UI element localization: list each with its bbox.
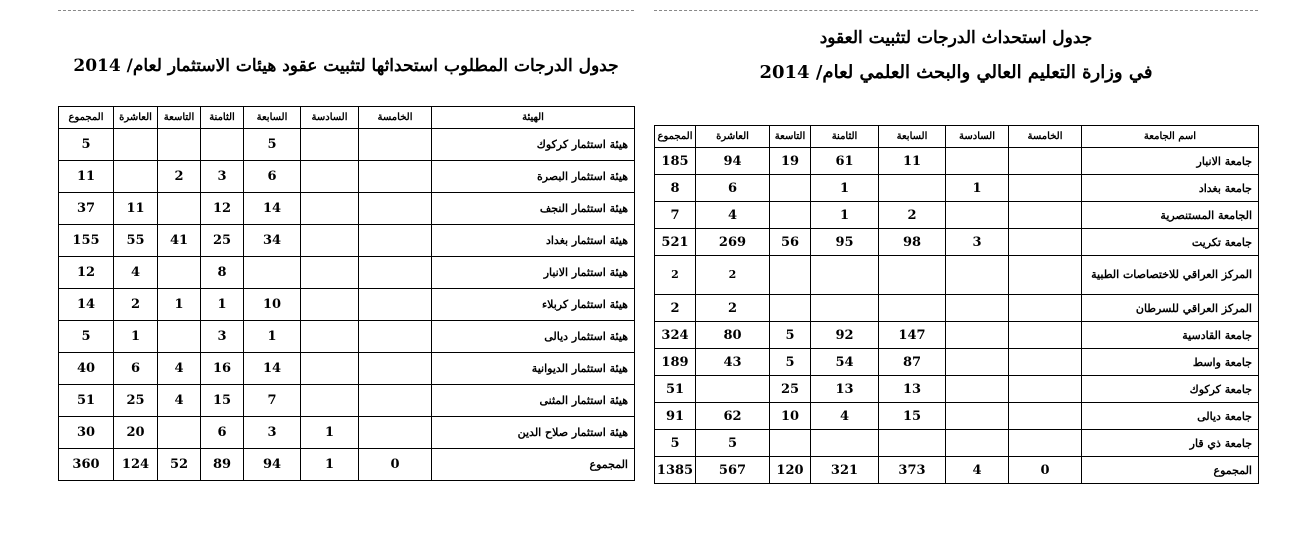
right-table-cell: 373: [879, 457, 946, 484]
right-table-cell: 5: [655, 430, 696, 457]
left-table-cell: [114, 129, 158, 161]
left-table-row: [59, 225, 635, 257]
left-table-cell: [359, 321, 432, 353]
left-header-cell: المجموع: [59, 107, 114, 129]
right-table-cell: 13: [879, 376, 946, 403]
left-table-cell: [301, 225, 359, 257]
right-table-cell: 567: [696, 457, 770, 484]
left-row-name: هيئة استثمار بغداد: [432, 225, 635, 257]
right-table-cell: 2: [655, 256, 696, 295]
left-table-cell: 10: [244, 289, 301, 321]
left-table-cell: [158, 417, 201, 449]
left-table-row: [59, 385, 635, 417]
left-header-cell: الخامسة: [359, 107, 432, 129]
left-table-cell: 360: [59, 449, 114, 481]
left-table-row: [59, 417, 635, 449]
right-table-cell: [770, 295, 811, 322]
right-header-cell: العاشرة: [696, 126, 770, 148]
left-header-cell: التاسعة: [158, 107, 201, 129]
left-header-cell: الهيئة: [432, 107, 635, 129]
left-table-row: [59, 193, 635, 225]
right-table-cell: [770, 430, 811, 457]
right-header-cell: اسم الجامعة: [1082, 126, 1259, 148]
left-table-cell: 12: [59, 257, 114, 289]
right-table-cell: 4: [696, 202, 770, 229]
left-header-cell: العاشرة: [114, 107, 158, 129]
right-row-name: جامعة تكريت: [1082, 229, 1259, 256]
right-table-row: [655, 229, 1259, 256]
right-table-cell: 98: [879, 229, 946, 256]
left-row-name: هيئة استثمار الانبار: [432, 257, 635, 289]
right-table-cell: 13: [811, 376, 879, 403]
right-table-cell: 269: [696, 229, 770, 256]
left-table-cell: [201, 129, 244, 161]
right-row-name: جامعة الانبار: [1082, 148, 1259, 175]
right-table-row: [655, 256, 1259, 295]
left-table-cell: 25: [201, 225, 244, 257]
right-table-cell: 5: [770, 322, 811, 349]
right-table-cell: [1009, 376, 1082, 403]
right-table-row: [655, 148, 1259, 175]
left-table-cell: 8: [201, 257, 244, 289]
left-table-cell: [359, 257, 432, 289]
left-table-cell: [158, 193, 201, 225]
left-row-name: هيئة استثمار النجف: [432, 193, 635, 225]
left-table-cell: 0: [359, 449, 432, 481]
left-header-cell: السادسة: [301, 107, 359, 129]
left-table-cell: [158, 129, 201, 161]
right-table-cell: [946, 295, 1009, 322]
right-table-cell: [770, 256, 811, 295]
right-table-cell: 5: [770, 349, 811, 376]
right-table-cell: 3: [946, 229, 1009, 256]
left-table-cell: 2: [114, 289, 158, 321]
left-table-cell: [301, 161, 359, 193]
right-table-row: [655, 349, 1259, 376]
left-table-cell: 124: [114, 449, 158, 481]
right-table-cell: 80: [696, 322, 770, 349]
right-table-cell: 61: [811, 148, 879, 175]
right-table-cell: 1: [811, 175, 879, 202]
right-table-cell: [770, 202, 811, 229]
left-table-cell: [301, 289, 359, 321]
left-table-cell: 3: [244, 417, 301, 449]
left-table-cell: 6: [244, 161, 301, 193]
right-row-name: المركز العراقي للسرطان: [1082, 295, 1259, 322]
left-table-cell: 89: [201, 449, 244, 481]
left-table-cell: [301, 321, 359, 353]
right-row-name: جامعة بغداد: [1082, 175, 1259, 202]
left-table-cell: 34: [244, 225, 301, 257]
right-table-cell: [1009, 322, 1082, 349]
right-table-cell: 19: [770, 148, 811, 175]
left-table-cell: 6: [201, 417, 244, 449]
left-table-cell: 1: [201, 289, 244, 321]
right-table-cell: 4: [946, 457, 1009, 484]
left-table-cell: 11: [114, 193, 158, 225]
right-row-name: جامعة كركوك: [1082, 376, 1259, 403]
right-table-cell: [1009, 430, 1082, 457]
right-table-cell: 94: [696, 148, 770, 175]
left-table-cell: 2: [158, 161, 201, 193]
left-table-cell: 15: [201, 385, 244, 417]
right-header-row: [655, 126, 1259, 148]
right-table-cell: [1009, 148, 1082, 175]
left-table-cell: 7: [244, 385, 301, 417]
left-grades-table: [58, 106, 635, 481]
left-row-name: هيئة استثمار البصرة: [432, 161, 635, 193]
left-table-cell: 155: [59, 225, 114, 257]
left-table-cell: 41: [158, 225, 201, 257]
right-table-cell: [811, 430, 879, 457]
right-table-cell: 321: [811, 457, 879, 484]
right-grades-table: [654, 125, 1259, 484]
right-table-cell: 43: [696, 349, 770, 376]
right-table-cell: [1009, 295, 1082, 322]
left-table-cell: [359, 129, 432, 161]
left-table-row: [59, 449, 635, 481]
left-table-cell: 11: [59, 161, 114, 193]
left-table-cell: [301, 257, 359, 289]
left-row-name: هيئة استثمار صلاح الدين: [432, 417, 635, 449]
right-table-title-line2: في وزارة التعليم العالي والبحث العلمي لعام/ 2014: [759, 62, 1153, 83]
right-table-cell: [946, 256, 1009, 295]
left-table-cell: [359, 417, 432, 449]
right-row-name: جامعة واسط: [1082, 349, 1259, 376]
left-row-name: هيئة استثمار ديالى: [432, 321, 635, 353]
left-table-cell: [301, 129, 359, 161]
right-table-cell: 62: [696, 403, 770, 430]
right-table-cell: [696, 376, 770, 403]
left-header-row: [59, 107, 635, 129]
left-table-cell: 12: [201, 193, 244, 225]
right-table-row: [655, 376, 1259, 403]
left-table-cell: 94: [244, 449, 301, 481]
left-table-cell: 37: [59, 193, 114, 225]
left-table-cell: 51: [59, 385, 114, 417]
left-table-cell: [359, 193, 432, 225]
right-table-cell: [1009, 202, 1082, 229]
right-row-name: جامعة القادسية: [1082, 322, 1259, 349]
right-table-cell: 185: [655, 148, 696, 175]
right-row-name: جامعة ذي قار: [1082, 430, 1259, 457]
right-table-cell: [1009, 229, 1082, 256]
left-table-cell: 3: [201, 321, 244, 353]
right-header-cell: المجموع: [655, 126, 696, 148]
left-table-cell: [359, 225, 432, 257]
right-table-cell: [946, 202, 1009, 229]
right-table-cell: 1: [811, 202, 879, 229]
left-row-name: هيئة استثمار المثنى: [432, 385, 635, 417]
right-table-cell: 120: [770, 457, 811, 484]
right-table-cell: 7: [655, 202, 696, 229]
left-table-row: [59, 161, 635, 193]
left-table-cell: 4: [158, 385, 201, 417]
left-table-cell: 55: [114, 225, 158, 257]
right-table-cell: 25: [770, 376, 811, 403]
left-table-row: [59, 257, 635, 289]
left-table-cell: [158, 257, 201, 289]
right-table-cell: 8: [655, 175, 696, 202]
left-table-cell: [301, 193, 359, 225]
left-table-cell: 30: [59, 417, 114, 449]
right-table-cell: [1009, 175, 1082, 202]
right-table-cell: [770, 175, 811, 202]
left-row-name: المجموع: [432, 449, 635, 481]
left-table-cell: 14: [59, 289, 114, 321]
right-table-cell: [946, 376, 1009, 403]
left-table-cell: [359, 353, 432, 385]
right-table-cell: 324: [655, 322, 696, 349]
left-table-cell: 40: [59, 353, 114, 385]
right-table-row: [655, 175, 1259, 202]
right-table-cell: 189: [655, 349, 696, 376]
left-table-cell: 1: [114, 321, 158, 353]
right-row-name: المجموع: [1082, 457, 1259, 484]
right-table-cell: 2: [655, 295, 696, 322]
right-table-cell: 1: [946, 175, 1009, 202]
right-table-cell: 521: [655, 229, 696, 256]
right-table-body: [655, 148, 1259, 484]
left-row-name: هيئة استثمار كركوك: [432, 129, 635, 161]
right-table-cell: 92: [811, 322, 879, 349]
right-table-cell: 1385: [655, 457, 696, 484]
right-table-row: [655, 322, 1259, 349]
right-table-cell: [946, 403, 1009, 430]
right-table-title-line1: جدول استحداث الدرجات لتثبيت العقود: [819, 28, 1093, 48]
left-table-cell: 52: [158, 449, 201, 481]
right-table-row: [655, 457, 1259, 484]
left-table-cell: [301, 385, 359, 417]
right-table-cell: 4: [811, 403, 879, 430]
right-row-name: جامعة ديالى: [1082, 403, 1259, 430]
right-table-cell: [1009, 349, 1082, 376]
right-table-cell: [879, 175, 946, 202]
left-row-name: هيئة استثمار الديوانية: [432, 353, 635, 385]
right-table-cell: 2: [879, 202, 946, 229]
left-table-cell: [301, 353, 359, 385]
right-table-cell: 95: [811, 229, 879, 256]
left-table-cell: [359, 161, 432, 193]
right-table-cell: 51: [655, 376, 696, 403]
left-header-cell: الثامنة: [201, 107, 244, 129]
right-table-row: [655, 202, 1259, 229]
left-table-cell: 4: [114, 257, 158, 289]
left-table-cell: 1: [244, 321, 301, 353]
left-table-cell: 5: [59, 321, 114, 353]
left-table-cell: [244, 257, 301, 289]
left-table-row: [59, 289, 635, 321]
left-table-row: [59, 353, 635, 385]
right-table-cell: 0: [1009, 457, 1082, 484]
right-table-cell: 147: [879, 322, 946, 349]
right-table-cell: [811, 256, 879, 295]
right-table-cell: 11: [879, 148, 946, 175]
left-table-cell: 3: [201, 161, 244, 193]
right-table-cell: 87: [879, 349, 946, 376]
right-row-name: المركز العراقي للاختصاصات الطبية: [1082, 256, 1259, 295]
right-table-cell: 6: [696, 175, 770, 202]
right-header-cell: الخامسة: [1009, 126, 1082, 148]
left-table-row: [59, 129, 635, 161]
right-row-name: الجامعة المستنصرية: [1082, 202, 1259, 229]
left-table-cell: 16: [201, 353, 244, 385]
right-header-cell: الثامنة: [811, 126, 879, 148]
right-table-cell: [946, 349, 1009, 376]
left-row-name: هيئة استثمار كربلاء: [432, 289, 635, 321]
right-header-cell: السادسة: [946, 126, 1009, 148]
right-table-cell: 10: [770, 403, 811, 430]
right-header-cell: السابعة: [879, 126, 946, 148]
left-table-cell: 20: [114, 417, 158, 449]
left-table-cell: 1: [301, 449, 359, 481]
left-separator: [58, 10, 634, 11]
right-table-cell: [879, 256, 946, 295]
right-table-cell: 56: [770, 229, 811, 256]
right-table-cell: [879, 430, 946, 457]
right-table-cell: 2: [696, 295, 770, 322]
right-table-cell: [946, 430, 1009, 457]
right-table-cell: 15: [879, 403, 946, 430]
right-table-cell: 91: [655, 403, 696, 430]
left-table-title: جدول الدرجات المطلوب استحداثها لتثبيت عقود هيئات الاستثمار لعام/ 2014: [73, 56, 619, 76]
left-header-cell: السابعة: [244, 107, 301, 129]
left-table-cell: 6: [114, 353, 158, 385]
left-table-cell: 14: [244, 193, 301, 225]
left-table-cell: 1: [158, 289, 201, 321]
right-table-cell: [1009, 403, 1082, 430]
right-table-row: [655, 295, 1259, 322]
left-table-cell: [158, 321, 201, 353]
right-header-cell: التاسعة: [770, 126, 811, 148]
right-table-row: [655, 403, 1259, 430]
right-table-cell: [811, 295, 879, 322]
right-table-cell: [879, 295, 946, 322]
left-table-cell: [114, 161, 158, 193]
left-table-cell: [359, 385, 432, 417]
left-table-cell: 25: [114, 385, 158, 417]
right-table-cell: [946, 148, 1009, 175]
left-table-cell: [359, 289, 432, 321]
right-table-cell: 54: [811, 349, 879, 376]
left-table-cell: 4: [158, 353, 201, 385]
right-table-row: [655, 430, 1259, 457]
right-table-cell: [946, 322, 1009, 349]
left-table-row: [59, 321, 635, 353]
left-table-cell: 14: [244, 353, 301, 385]
right-separator: [654, 10, 1258, 11]
left-table-cell: 1: [301, 417, 359, 449]
left-table-cell: 5: [59, 129, 114, 161]
left-table-body: [59, 129, 635, 481]
left-table-cell: 5: [244, 129, 301, 161]
right-table-cell: 2: [696, 256, 770, 295]
right-table-cell: 5: [696, 430, 770, 457]
right-table-cell: [1009, 256, 1082, 295]
